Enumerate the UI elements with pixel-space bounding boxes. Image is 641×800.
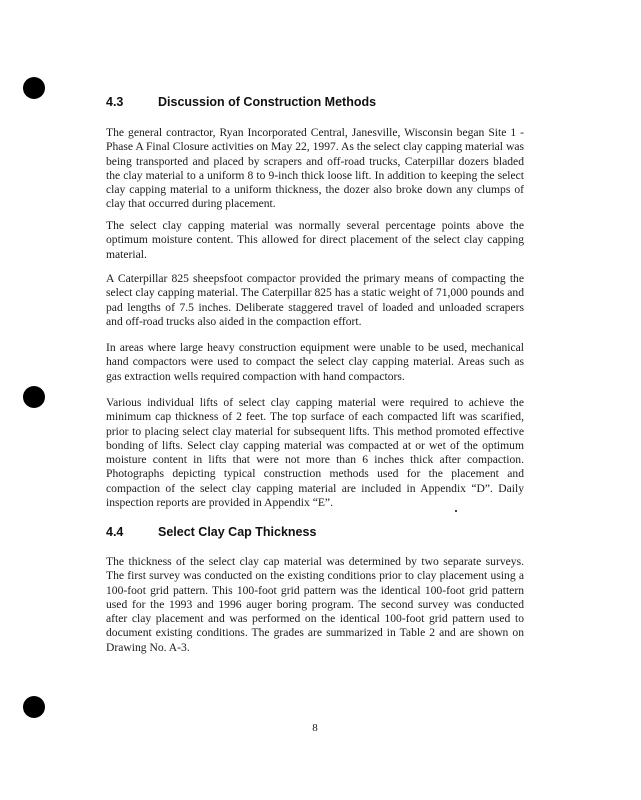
section-number: 4.4 [106,525,124,539]
paragraph: The select clay capping material was normally several percentage points above the optimum moisture content. This allowed for direct placement of the select clay capping material. [106,219,524,261]
document-page [106,0,524,800]
section-heading-4-3 [106,95,376,109]
binder-hole-middle [23,386,45,408]
binder-hole-top [23,77,45,99]
scan-speck [455,510,457,512]
paragraph: The thickness of the select clay cap material was determined by two separate surveys. The first survey was conducted on the existing conditions prior to clay placement using a 100-foot grid pattern. This 100-foot grid pattern was the identical 100-foot grid pattern used for the 1993 and 1996 auger boring program. The second survey was conducted after clay placement and was performed on the identical 100-foot grid pattern used to document existing conditions. The grades are summarized in Table 2 and are shown on Drawing No. A-3. [106,555,524,654]
section-number: 4.3 [106,95,124,109]
binder-hole-bottom [23,696,45,718]
section-title: Discussion of Construction Methods [158,95,377,109]
page-number: 8 [312,722,318,734]
section-title: Select Clay Cap Thickness [158,525,317,539]
paragraph: In areas where large heavy construction equipment were unable to be used, mechanical hand compactors were used to compact the select clay capping material. Areas such as gas extraction wells required compaction with hand compactors. [106,341,524,383]
paragraph: The general contractor, Ryan Incorporated Central, Janesville, Wisconsin began Site 1 - Phase A Final Closure activities on May 22, 1997. As the select clay capping material was being transported and placed by scrapers and off-road trucks, Caterpillar dozers bladed the clay material to a uniform 8 to 9-inch thick loose lift. In addition to keeping the select clay capping material to a uniform thickness, the dozer also broke down any clumps of clay that occurred during placement. [106,126,524,211]
section-heading-4-4 [106,525,316,539]
paragraph: A Caterpillar 825 sheepsfoot compactor provided the primary means of compacting the select clay capping material. The Caterpillar 825 has a static weight of 71,000 pounds and pad lengths of 7.5 inches. Deliberate staggered travel of loaded and unloaded scrapers and off-road trucks also aided in the compaction effort. [106,272,524,328]
paragraph: Various individual lifts of select clay capping material were required to achieve the minimum cap thickness of 2 feet. The top surface of each compacted lift was scarified, prior to placing select clay material for subsequent lifts. This method promoted effective bonding of lifts. Select clay capping material was compacted at or wet of the optimum moisture content in lifts that were not more than 6 inches thick after compaction. Photographs depicting typical construction methods used for the placement and compaction of the select clay capping material are included in Appendix “D”. Daily inspection reports are provided in Appendix “E”. [106,396,524,510]
